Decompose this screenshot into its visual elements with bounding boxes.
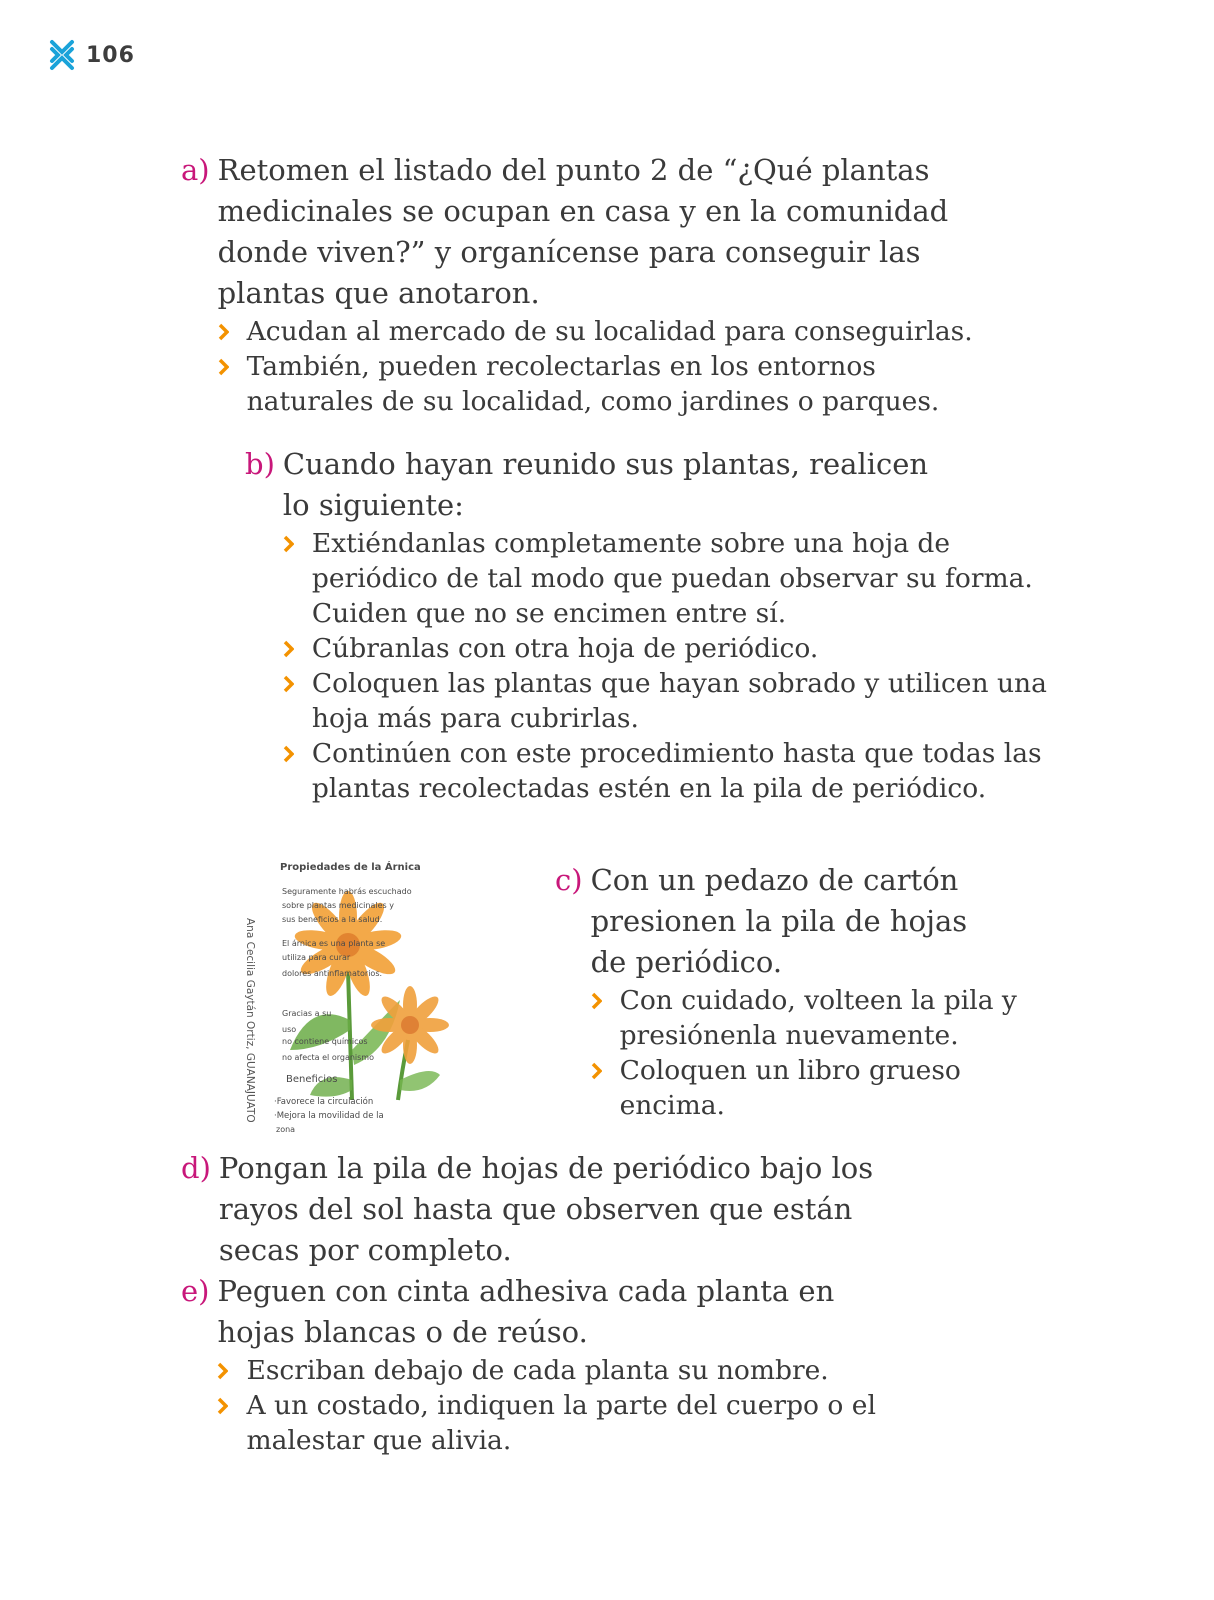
chevron-bullet-icon — [591, 992, 602, 1010]
note-line: sobre plantas medicinales y — [282, 901, 394, 910]
note-line: Gracias a su — [282, 1009, 332, 1018]
chevron-bullet-icon — [591, 1062, 602, 1080]
benefits-title: Beneficios — [286, 1074, 338, 1085]
bullet-text: Acudan al mercado de su localidad para conseguirlas. — [246, 316, 973, 347]
item-e — [181, 1271, 901, 1458]
bullet-text: Coloquen las plantas que hayan sobrado y utilicen una hoja más para cubrirlas. — [311, 668, 1047, 734]
item-a — [181, 150, 981, 419]
list-item — [283, 631, 1063, 666]
list-item — [283, 736, 1072, 806]
note-line: no afecta el organismo — [282, 1053, 374, 1062]
chevron-bullet-icon — [217, 1362, 228, 1380]
credit-text: Ana Cecilia Gaytán Ortiz, GUANAJUATO — [244, 918, 256, 1123]
chevron-bullet-icon — [217, 1397, 228, 1415]
bullet-list — [591, 983, 1041, 1123]
note-line: dolores antinflamatorios. — [282, 969, 383, 978]
list-item — [217, 1353, 897, 1388]
chevron-bullet-icon — [283, 745, 294, 763]
bullet-text: Continúen con este procedimiento hasta que todas las plantas recolectadas estén en la pila de periódico. — [311, 738, 1042, 804]
note-line: no contiene químicos — [282, 1037, 368, 1046]
benefit-line: ·Mejora la movilidad de la — [274, 1111, 384, 1121]
item-c — [555, 860, 1055, 1123]
bullet-text: Coloquen un libro grueso encima. — [619, 1055, 961, 1121]
cross-logo-icon — [48, 38, 76, 72]
note-line: utiliza para curar — [282, 953, 351, 962]
arnica-illustration — [240, 850, 480, 1140]
bullet-list — [217, 1353, 897, 1458]
item-text: Retomen el listado del punto 2 de “¿Qué plantas medicinales se ocupan en casa y en la comunidad donde viven?” y organícense para conseguir las plantas que anotaron. — [217, 153, 949, 310]
item-text: Pongan la pila de hojas de periódico bajo los rayos del sol hasta que observen que están secas por completo. — [218, 1151, 874, 1267]
chevron-bullet-icon — [283, 535, 294, 553]
chevron-bullet-icon — [218, 358, 229, 376]
note-line: El árnica es una planta se — [282, 939, 386, 948]
page-header — [48, 38, 135, 72]
chevron-bullet-icon — [218, 323, 229, 341]
note-line: uso — [282, 1025, 297, 1034]
note-line: sus beneficios a la salud. — [282, 915, 383, 924]
note-line: Seguramente habrás escuchado — [282, 887, 412, 896]
item-text: Cuando hayan reunido sus plantas, realicen lo siguiente: — [282, 447, 929, 522]
list-item — [591, 1053, 990, 1123]
item-letter: a) — [181, 153, 210, 187]
chevron-bullet-icon — [283, 675, 294, 693]
benefit-line: ·Favorece la circulación — [274, 1097, 374, 1107]
list-item — [218, 349, 947, 419]
benefit-line: zona — [276, 1125, 296, 1134]
bullet-text: Extiéndanlas completamente sobre una hoja de periódico de tal modo que puedan observar su forma. Cuiden que no se encimen entre sí. — [311, 528, 1033, 629]
list-item — [218, 314, 998, 349]
item-letter: e) — [181, 1274, 210, 1308]
item-letter: c) — [555, 863, 583, 897]
bullet-text: A un costado, indiquen la parte del cuerpo o el malestar que alivia. — [246, 1390, 876, 1456]
item-text: Con un pedazo de cartón presionen la pila de hojas de periódico. — [590, 863, 968, 979]
bullet-list — [218, 314, 998, 419]
page-number: 106 — [86, 42, 135, 68]
item-b — [245, 444, 1075, 806]
bullet-text: Con cuidado, volteen la pila y presiónenla nuevamente. — [619, 985, 1017, 1051]
bullet-text: Cúbranlas con otra hoja de periódico. — [311, 633, 819, 664]
illustration-title: Propiedades de la Árnica — [280, 862, 421, 873]
bullet-text: Escriban debajo de cada planta su nombre. — [246, 1355, 829, 1386]
list-item — [283, 526, 1052, 631]
list-item — [283, 666, 1072, 736]
list-item — [217, 1388, 906, 1458]
chevron-bullet-icon — [283, 640, 294, 658]
item-letter: d) — [181, 1151, 211, 1185]
list-item — [591, 983, 1060, 1053]
bullet-text: También, pueden recolectarlas en los entornos naturales de su localidad, como jardines o parques. — [246, 351, 940, 417]
item-letter: b) — [245, 447, 275, 481]
item-d — [181, 1148, 901, 1271]
item-text: Peguen con cinta adhesiva cada planta en hojas blancas o de reúso. — [217, 1274, 835, 1349]
bullet-list — [283, 526, 1063, 806]
